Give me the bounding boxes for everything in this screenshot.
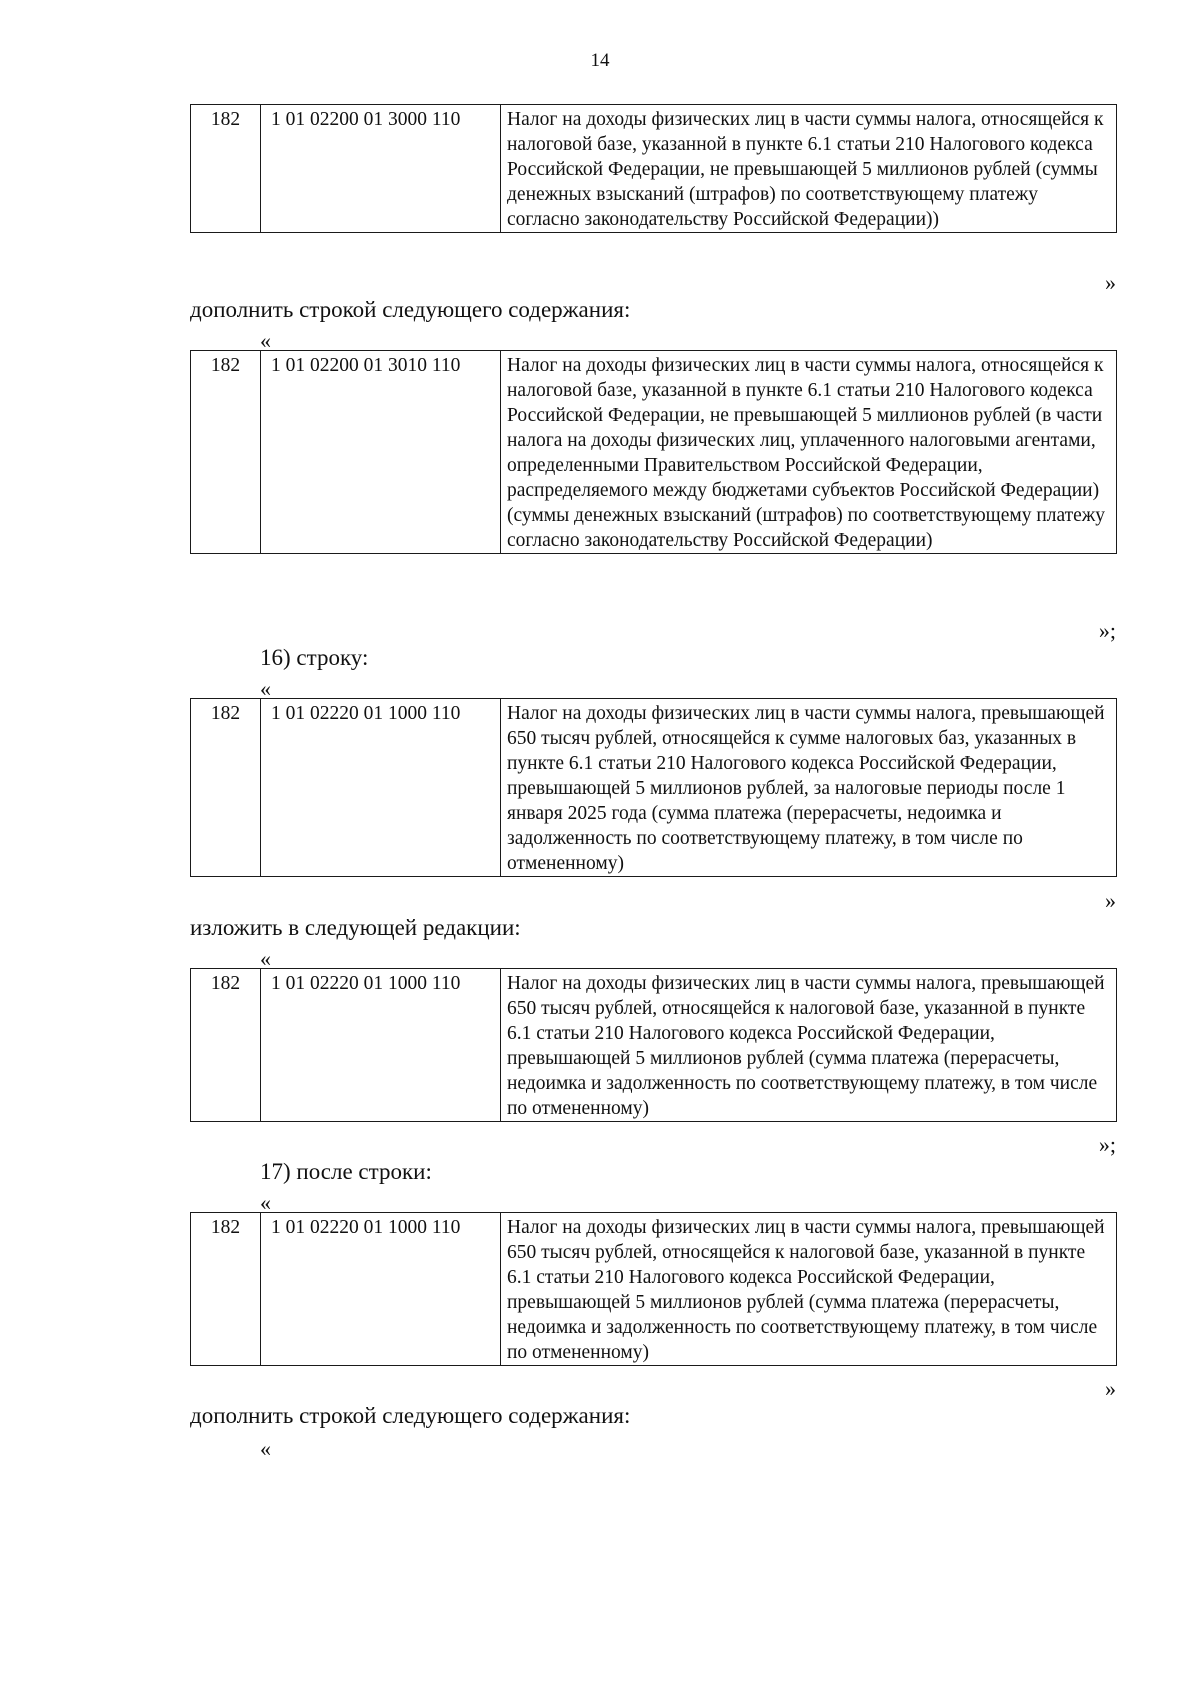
description-cell: Налог на доходы физических лиц в части суммы налога, превышающей 650 тысяч рублей, относящейся к сумме налоговых баз, указанных в пункте 6.1 статьи 210 Налогового кодекса Российской Федерации, превышающей 5 миллионов рублей, за налоговые периоды после 1 января 2025 года (сумма платежа (перерасчеты, недоимка и задолженность по соответствующему платежу, в том числе по отмененному) bbox=[501, 699, 1117, 877]
opening-quote: « bbox=[260, 946, 271, 971]
paragraph-add-row-2: дополнить строкой следующего содержания: bbox=[190, 1403, 631, 1428]
admin-code-cell: 182 bbox=[191, 969, 261, 1122]
paragraph-add-row-1: дополнить строкой следующего содержания: bbox=[190, 297, 631, 322]
page-number: 14 bbox=[590, 50, 610, 71]
budget-code-cell: 1 01 02200 01 3000 110 bbox=[261, 105, 501, 233]
code-table-2 bbox=[190, 350, 1117, 554]
budget-code-cell: 1 01 02220 01 1000 110 bbox=[261, 969, 501, 1122]
admin-code-cell: 182 bbox=[191, 105, 261, 233]
opening-quote: « bbox=[260, 1190, 271, 1215]
admin-code-cell: 182 bbox=[191, 351, 261, 554]
budget-code-cell: 1 01 02220 01 1000 110 bbox=[261, 1213, 501, 1366]
admin-code-cell: 182 bbox=[191, 699, 261, 877]
budget-code-cell: 1 01 02200 01 3010 110 bbox=[261, 351, 501, 554]
table-row bbox=[191, 699, 1117, 877]
description-cell: Налог на доходы физических лиц в части суммы налога, относящейся к налоговой базе, указанной в пункте 6.1 статьи 210 Налогового кодекса Российской Федерации, не превышающей 5 миллионов рублей (суммы денежных взысканий (штрафов) по соответствующему платежу согласно законодательству Российской Федерации)) bbox=[501, 105, 1117, 233]
code-table-5 bbox=[190, 1212, 1117, 1366]
closing-quote: » bbox=[1105, 888, 1116, 913]
closing-quote: » bbox=[1105, 1376, 1116, 1401]
opening-quote: « bbox=[260, 328, 271, 353]
code-table-3 bbox=[190, 698, 1117, 877]
opening-quote: « bbox=[260, 1436, 271, 1461]
description-cell: Налог на доходы физических лиц в части суммы налога, превышающей 650 тысяч рублей, относящейся к налоговой базе, указанной в пункте 6.1 статьи 210 Налогового кодекса Российской Федерации, превышающей 5 миллионов рублей (сумма платежа (перерасчеты, недоимка и задолженность по соответствующему платежу, в том числе по отмененному) bbox=[501, 1213, 1117, 1366]
closing-quote: » bbox=[1105, 270, 1116, 295]
table-row bbox=[191, 105, 1117, 233]
opening-quote: « bbox=[260, 676, 271, 701]
budget-code-cell: 1 01 02220 01 1000 110 bbox=[261, 699, 501, 877]
paragraph-item-16: 16) строку: bbox=[260, 645, 369, 670]
closing-quote: »; bbox=[1098, 1132, 1116, 1157]
table-row bbox=[191, 969, 1117, 1122]
description-cell: Налог на доходы физических лиц в части суммы налога, превышающей 650 тысяч рублей, относящейся к налоговой базе, указанной в пункте 6.1 статьи 210 Налогового кодекса Российской Федерации, превышающей 5 миллионов рублей (сумма платежа (перерасчеты, недоимка и задолженность по соответствующему платежу, в том числе по отмененному) bbox=[501, 969, 1117, 1122]
table-row bbox=[191, 351, 1117, 554]
table-row bbox=[191, 1213, 1117, 1366]
code-table-4 bbox=[190, 968, 1117, 1122]
description-cell: Налог на доходы физических лиц в части суммы налога, относящейся к налоговой базе, указанной в пункте 6.1 статьи 210 Налогового кодекса Российской Федерации, не превышающей 5 миллионов рублей (в части налога на доходы физических лиц, уплаченного налоговыми агентами, определенными Правительством Российской Федерации, распределяемого между бюджетами субъектов Российской Федерации) (суммы денежных взысканий (штрафов) по соответствующему платежу согласно законодательству Российской Федерации) bbox=[501, 351, 1117, 554]
paragraph-item-17: 17) после строки: bbox=[260, 1159, 432, 1184]
code-table-1 bbox=[190, 104, 1117, 233]
admin-code-cell: 182 bbox=[191, 1213, 261, 1366]
paragraph-restate: изложить в следующей редакции: bbox=[190, 915, 521, 940]
closing-quote: »; bbox=[1098, 618, 1116, 643]
